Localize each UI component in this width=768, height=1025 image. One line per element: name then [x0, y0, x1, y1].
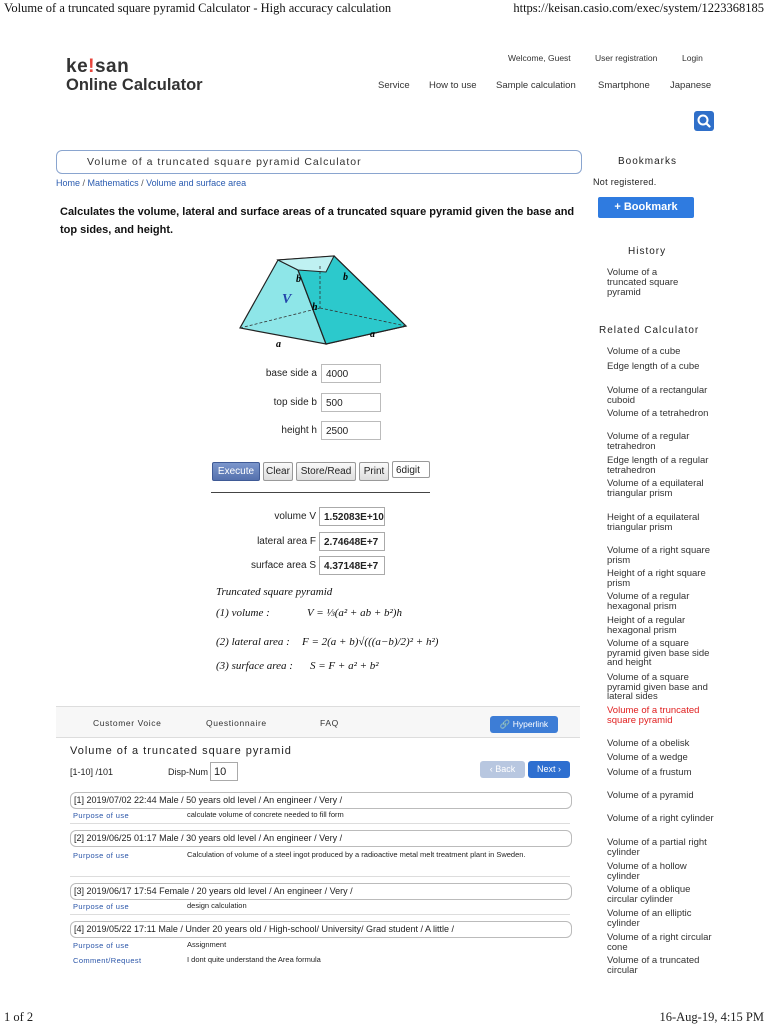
related-item[interactable]: Volume of a right circular cone [607, 932, 712, 953]
lateral-area-result: 2.74648E+7 [319, 532, 385, 551]
search-button[interactable] [694, 111, 714, 131]
label-a2: a [370, 329, 375, 340]
related-item[interactable]: Edge length of a cube [607, 361, 700, 372]
print-datetime: 16-Aug-19, 4:15 PM [659, 1010, 764, 1024]
voice-entry-value: calculate volume of concrete needed to fill form [187, 810, 344, 819]
search-icon [694, 111, 714, 131]
breadcrumb-volume[interactable]: Volume and surface area [146, 178, 247, 188]
breadcrumb-mathematics[interactable]: Mathematics [87, 178, 139, 188]
related-item[interactable]: Height of a right square prism [607, 568, 706, 589]
next-button[interactable]: Next › [528, 761, 570, 778]
voice-entry-value: Assignment [187, 940, 227, 949]
formula-heading: Truncated square pyramid [216, 586, 333, 598]
label-b1: b [296, 274, 301, 285]
execute-button[interactable]: Execute [212, 462, 260, 481]
related-item[interactable]: Volume of a regular hexagonal prism [607, 591, 690, 612]
formula-1-label: (1) volume : [216, 607, 270, 619]
nav-japanese[interactable]: Japanese [670, 80, 712, 91]
volume-result: 1.52083E+10 [319, 507, 385, 526]
page-title: Volume of a truncated square pyramid Calculator [87, 156, 362, 168]
not-registered-text: Not registered. [593, 177, 657, 187]
related-item[interactable]: Volume of an elliptic cylinder [607, 908, 692, 929]
related-item[interactable]: Volume of a partial right cylinder [607, 837, 707, 858]
label-a1: a [276, 339, 281, 348]
voice-entry-header: [3] 2019/06/17 17:54 Female / 20 years old level / An engineer / Very / [74, 886, 353, 896]
related-item[interactable]: Volume of a rectangular cuboid [607, 385, 708, 406]
related-item[interactable]: Volume of a frustum [607, 767, 692, 778]
volume-label: volume V [274, 511, 316, 522]
related-item[interactable]: Height of a equilateral triangular prism [607, 512, 700, 533]
breadcrumb: Home / Mathematics / Volume and surface area [56, 178, 247, 188]
voice-divider [70, 823, 570, 824]
base-side-label: base side a [265, 368, 317, 379]
calculator-description: Calculates the volume, lateral and surface areas of a truncated square pyramid given the base and top sides, and height. [60, 206, 575, 236]
height-input[interactable]: 2500 [321, 421, 381, 440]
related-item[interactable]: Volume of a hollow cylinder [607, 861, 687, 882]
formula-1: V = ⅓(a² + ab + b²)h [307, 607, 402, 619]
clear-button[interactable]: Clear [263, 462, 293, 481]
hyperlink-button[interactable] [490, 716, 558, 733]
breadcrumb-home[interactable]: Home [56, 178, 81, 188]
user-registration-link[interactable]: User registration [595, 53, 658, 63]
back-button[interactable]: ‹ Back [480, 761, 525, 778]
welcome-text: Welcome, Guest [508, 53, 571, 63]
related-title: Related Calculator [599, 325, 700, 336]
label-v: V [282, 292, 292, 307]
logo-part: ke [66, 56, 89, 77]
related-item[interactable]: Volume of a right square prism [607, 545, 710, 566]
height-label: height h [281, 425, 317, 436]
voice-range: [1-10] /101 [70, 767, 114, 777]
voice-entry-header: [4] 2019/05/22 17:11 Male / Under 20 years old / High-school/ University/ Grad student / A little / [74, 924, 455, 934]
voice-entry-header: [2] 2019/06/25 01:17 Male / 30 years old level / An engineer / Very / [74, 833, 343, 843]
print-title: Volume of a truncated square pyramid Calculator - High accuracy calculation [4, 1, 392, 15]
logo-subtitle: Online Calculator [66, 76, 203, 94]
disp-num-label: Disp-Num [168, 767, 209, 777]
disp-num-input[interactable]: 10 [210, 762, 238, 781]
related-item[interactable]: Volume of a truncated square pyramid [607, 705, 700, 726]
nav-service[interactable]: Service [378, 80, 410, 91]
related-item[interactable]: Volume of a equilateral triangular prism [607, 478, 704, 499]
label-h: h [312, 302, 318, 313]
label-b2: b [343, 272, 348, 283]
voice-entry-value: Calculation of volume of a steel ingot produced by a radioactive metal melt treatment plant in Sweden. [187, 850, 526, 859]
print-page-number: 1 of 2 [4, 1010, 34, 1024]
related-item[interactable]: Volume of a square pyramid given base and lateral sides [607, 672, 708, 702]
base-side-input[interactable]: 4000 [321, 364, 381, 383]
history-title: History [628, 246, 667, 257]
top-side-label: top side b [273, 397, 317, 408]
related-item[interactable]: Volume of a wedge [607, 752, 688, 763]
voice-divider [70, 914, 570, 915]
logo-dot: ! [88, 56, 95, 77]
voice-entry-label: Purpose of use [73, 851, 130, 860]
related-item[interactable]: Volume of a truncated circular [607, 955, 700, 976]
related-item[interactable]: Volume of a oblique circular cylinder [607, 884, 691, 905]
lateral-area-label: lateral area F [257, 536, 316, 547]
surface-area-result: 4.37148E+7 [319, 556, 385, 575]
history-item[interactable]: Volume of a truncated square pyramid [607, 267, 679, 298]
login-link[interactable]: Login [682, 53, 703, 63]
formula-3: S = F + a² + b² [310, 660, 379, 672]
bookmarks-title: Bookmarks [618, 156, 678, 167]
formula-2: F = 2(a + b)√(((a−b)/2)² + h²) [302, 636, 439, 648]
related-item[interactable]: Volume of a cube [607, 346, 681, 357]
related-item[interactable]: Volume of a right cylinder [607, 813, 714, 824]
related-item[interactable]: Volume of a pyramid [607, 790, 694, 801]
surface-area-label: surface area S [250, 560, 316, 571]
nav-smartphone[interactable]: Smartphone [598, 80, 650, 91]
formula-3-label: (3) surface area : [216, 660, 293, 672]
voice-title: Volume of a truncated square pyramid [70, 745, 292, 757]
tab-questionnaire[interactable]: Questionnaire [206, 718, 267, 728]
divider [211, 492, 430, 493]
related-item[interactable]: Volume of a square pyramid given base side and height [607, 638, 710, 668]
print-button[interactable]: Print [359, 462, 389, 481]
related-item[interactable]: Height of a regular hexagonal prism [607, 615, 686, 636]
voice-entry-label: Purpose of use [73, 811, 130, 820]
voice-entry-label: Purpose of use [73, 902, 130, 911]
related-item[interactable]: Volume of a regular tetrahedron [607, 431, 690, 452]
print-url: https://keisan.casio.com/exec/system/1223368185 [513, 1, 764, 15]
store-read-button[interactable]: Store/Read [296, 462, 356, 481]
voice-entry-label: Comment/Request [73, 956, 142, 965]
digits-select[interactable]: 6digit [392, 461, 430, 478]
voice-entry-value: I dont quite understand the Area formula [187, 955, 321, 964]
formula-2-label: (2) lateral area : [216, 636, 290, 648]
nav-how-to-use[interactable]: How to use [429, 80, 477, 91]
hyperlink-label: Hyperlink [512, 719, 549, 729]
voice-divider [70, 876, 570, 877]
voice-entry-value: design calculation [187, 901, 247, 910]
logo[interactable] [66, 56, 129, 78]
tab-customer-voice[interactable]: Customer Voice [93, 718, 162, 728]
truncated-pyramid-diagram [236, 248, 408, 348]
link-icon: 🔗 [499, 719, 513, 729]
tab-faq[interactable]: FAQ [320, 718, 339, 728]
voice-entry-header: [1] 2019/07/02 22:44 Male / 50 years old level / An engineer / Very / [74, 795, 343, 805]
top-side-input[interactable]: 500 [321, 393, 381, 412]
related-item[interactable]: Volume of a tetrahedron [607, 408, 709, 419]
logo-part: san [94, 56, 130, 77]
bookmark-button[interactable]: + Bookmark [598, 197, 694, 218]
voice-entry-label: Purpose of use [73, 941, 130, 950]
nav-sample-calculation[interactable]: Sample calculation [496, 80, 576, 91]
related-item[interactable]: Volume of a obelisk [607, 738, 690, 749]
related-item[interactable]: Edge length of a regular tetrahedron [607, 455, 709, 476]
